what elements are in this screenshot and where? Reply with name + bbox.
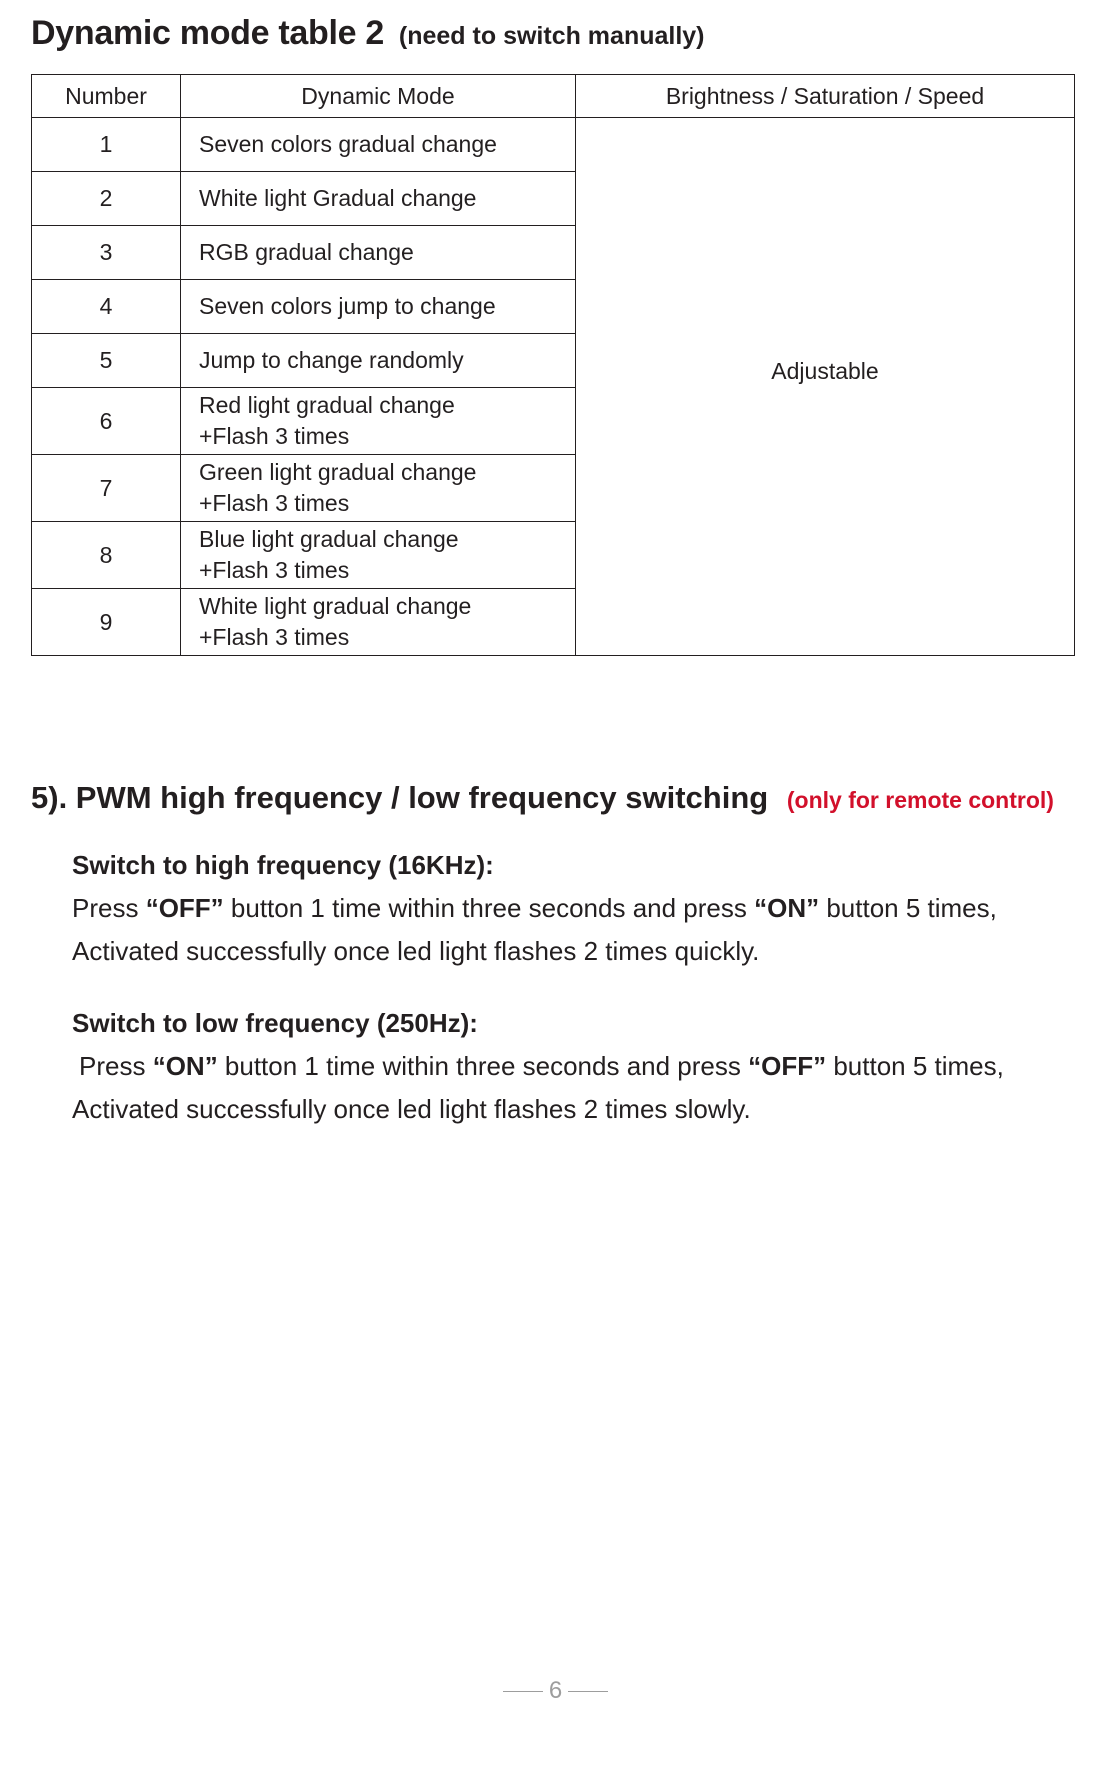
step-text: Press [79, 1051, 153, 1081]
row-number: 3 [32, 226, 181, 280]
row-number: 8 [32, 522, 181, 589]
high-frequency-result: Activated successfully once led light flashes 2 times quickly. [72, 936, 760, 966]
on-button-label: “ON” [754, 893, 820, 923]
header-dynamic-mode: Dynamic Mode [181, 75, 576, 118]
row-mode [181, 388, 576, 455]
table-header-row [32, 75, 1075, 118]
row-number: 4 [32, 280, 181, 334]
page-footer [0, 1677, 1111, 1705]
mode-line-1: White light Gradual change [199, 185, 477, 211]
page-number: 6 [548, 1677, 563, 1704]
high-frequency-title: Switch to high frequency (16KHz): [72, 850, 494, 880]
row-mode [181, 226, 576, 280]
mode-line-1: Red light gradual change [199, 392, 455, 418]
row-mode [181, 280, 576, 334]
step-text: button 5 times, [826, 1051, 1004, 1081]
high-frequency-instructions [72, 844, 1082, 973]
row-mode [181, 118, 576, 172]
mode-line-1: Blue light gradual change [199, 526, 459, 552]
low-frequency-title: Switch to low frequency (250Hz): [72, 1008, 478, 1038]
high-frequency-step [72, 887, 1082, 930]
row-number: 6 [32, 388, 181, 455]
mode-line-2: +Flash 3 times [199, 624, 350, 650]
row-mode [181, 522, 576, 589]
remote-only-note: (only for remote control) [786, 787, 1054, 813]
mode-line-2: +Flash 3 times [199, 423, 350, 449]
header-brightness-saturation-speed: Brightness / Saturation / Speed [576, 75, 1075, 118]
on-button-label: “ON” [152, 1051, 218, 1081]
low-frequency-step [72, 1045, 1082, 1088]
off-button-label: “OFF” [748, 1051, 827, 1081]
table-title [31, 14, 705, 53]
mode-line-2: +Flash 3 times [199, 490, 350, 516]
section-5-heading [31, 780, 1054, 816]
header-number: Number [32, 75, 181, 118]
mode-line-1: Seven colors jump to change [199, 293, 496, 319]
dynamic-mode-table [31, 74, 1075, 656]
off-button-label: “OFF” [145, 893, 224, 923]
mode-line-1: Seven colors gradual change [199, 131, 497, 157]
table-title-note: (need to switch manually) [398, 22, 705, 50]
row-mode [181, 455, 576, 522]
adjustable-label: Adjustable [771, 358, 879, 384]
footer-rule-left [503, 1691, 543, 1692]
table-row [32, 118, 1075, 172]
section-5-title: 5). PWM high frequency / low frequency switching [31, 780, 769, 815]
low-frequency-result: Activated successfully once led light flashes 2 times slowly. [72, 1094, 751, 1124]
mode-line-2: +Flash 3 times [199, 557, 350, 583]
row-number: 5 [32, 334, 181, 388]
row-mode [181, 172, 576, 226]
adjustable-cell [576, 118, 1075, 656]
low-frequency-instructions [72, 1002, 1082, 1131]
row-number: 1 [32, 118, 181, 172]
row-number: 2 [32, 172, 181, 226]
row-number: 7 [32, 455, 181, 522]
row-mode [181, 334, 576, 388]
mode-line-1: RGB gradual change [199, 239, 414, 265]
step-text: Press [72, 893, 146, 923]
step-text: button 1 time within three seconds and press [223, 893, 755, 923]
table-title-main: Dynamic mode table 2 [31, 14, 385, 52]
row-number: 9 [32, 589, 181, 656]
footer-rule-right [568, 1691, 608, 1692]
step-text: button 1 time within three seconds and press [217, 1051, 749, 1081]
step-text: button 5 times, [819, 893, 997, 923]
mode-line-1: Green light gradual change [199, 459, 477, 485]
mode-line-1: Jump to change randomly [199, 347, 464, 373]
mode-line-1: White light gradual change [199, 593, 472, 619]
row-mode [181, 589, 576, 656]
